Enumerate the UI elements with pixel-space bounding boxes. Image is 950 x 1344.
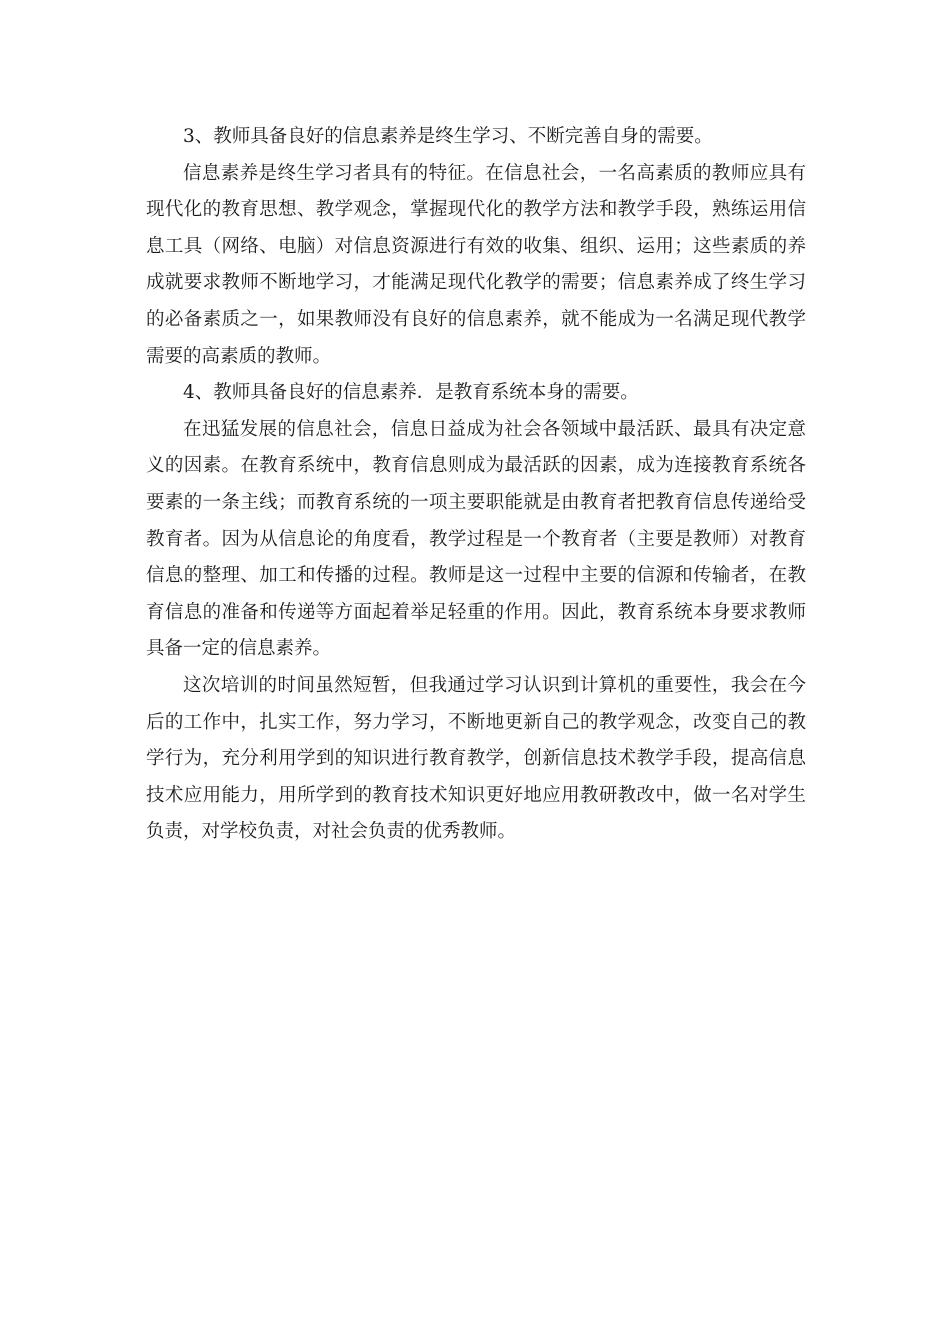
body-paragraph: 信息素养是终生学习者具有的特征。在信息社会，一名高素质的教师应具有现代化的教育思想、教学观念，掌握现代化的教学方法和教学手段，熟练运用信息工具（网络、电脑）对信息资源进行有效的收集、组织、运用；这些素质的养成就要求教师不断地学习，才能满足现代化教学的需要；信息素养成了终生学习的必备素质之一，如果教师没有良好的信息素养，就不能成为一名满足现代教学需要的高素质的教师。: [146, 162, 806, 367]
closing-paragraph: 这次培训的时间虽然短暂，但我通过学习认识到计算机的重要性，我会在今后的工作中，扎实工作，努力学习，不断地更新自己的教学观念，改变自己的教学行为，充分利用学到的知识进行教育教学，创新信息技术教学手段，提高信息技术应用能力，用所学到的教育技术知识更好地应用教研教改中，做一名对学生负责，对学校负责，对社会负责的优秀教师。: [146, 674, 806, 843]
section-heading-3: 3、教师具备良好的信息素养是终生学习、不断完善自身的需要。: [183, 126, 713, 147]
section-heading-4: 4、教师具备良好的信息素养．是教育系统本身的需要。: [183, 382, 639, 404]
document-body: [146, 119, 806, 851]
body-paragraph: 在迅猛发展的信息社会，信息日益成为社会各领域中最活跃、最具有决定意义的因素。在教育系统中，教育信息则成为最活跃的因素，成为连接教育系统各要素的一条主线；而教育系统的一项主要职能就是由教育者把教育信息传递给受教育者。因为从信息论的角度看，教学过程是一个教育者（主要是教师）对教育信息的整理、加工和传播的过程。教师是这一过程中主要的信源和传输者，在教育信息的准备和传递等方面起着举足轻重的作用。因此，教育系统本身要求教师具备一定的信息素养。: [146, 418, 806, 660]
